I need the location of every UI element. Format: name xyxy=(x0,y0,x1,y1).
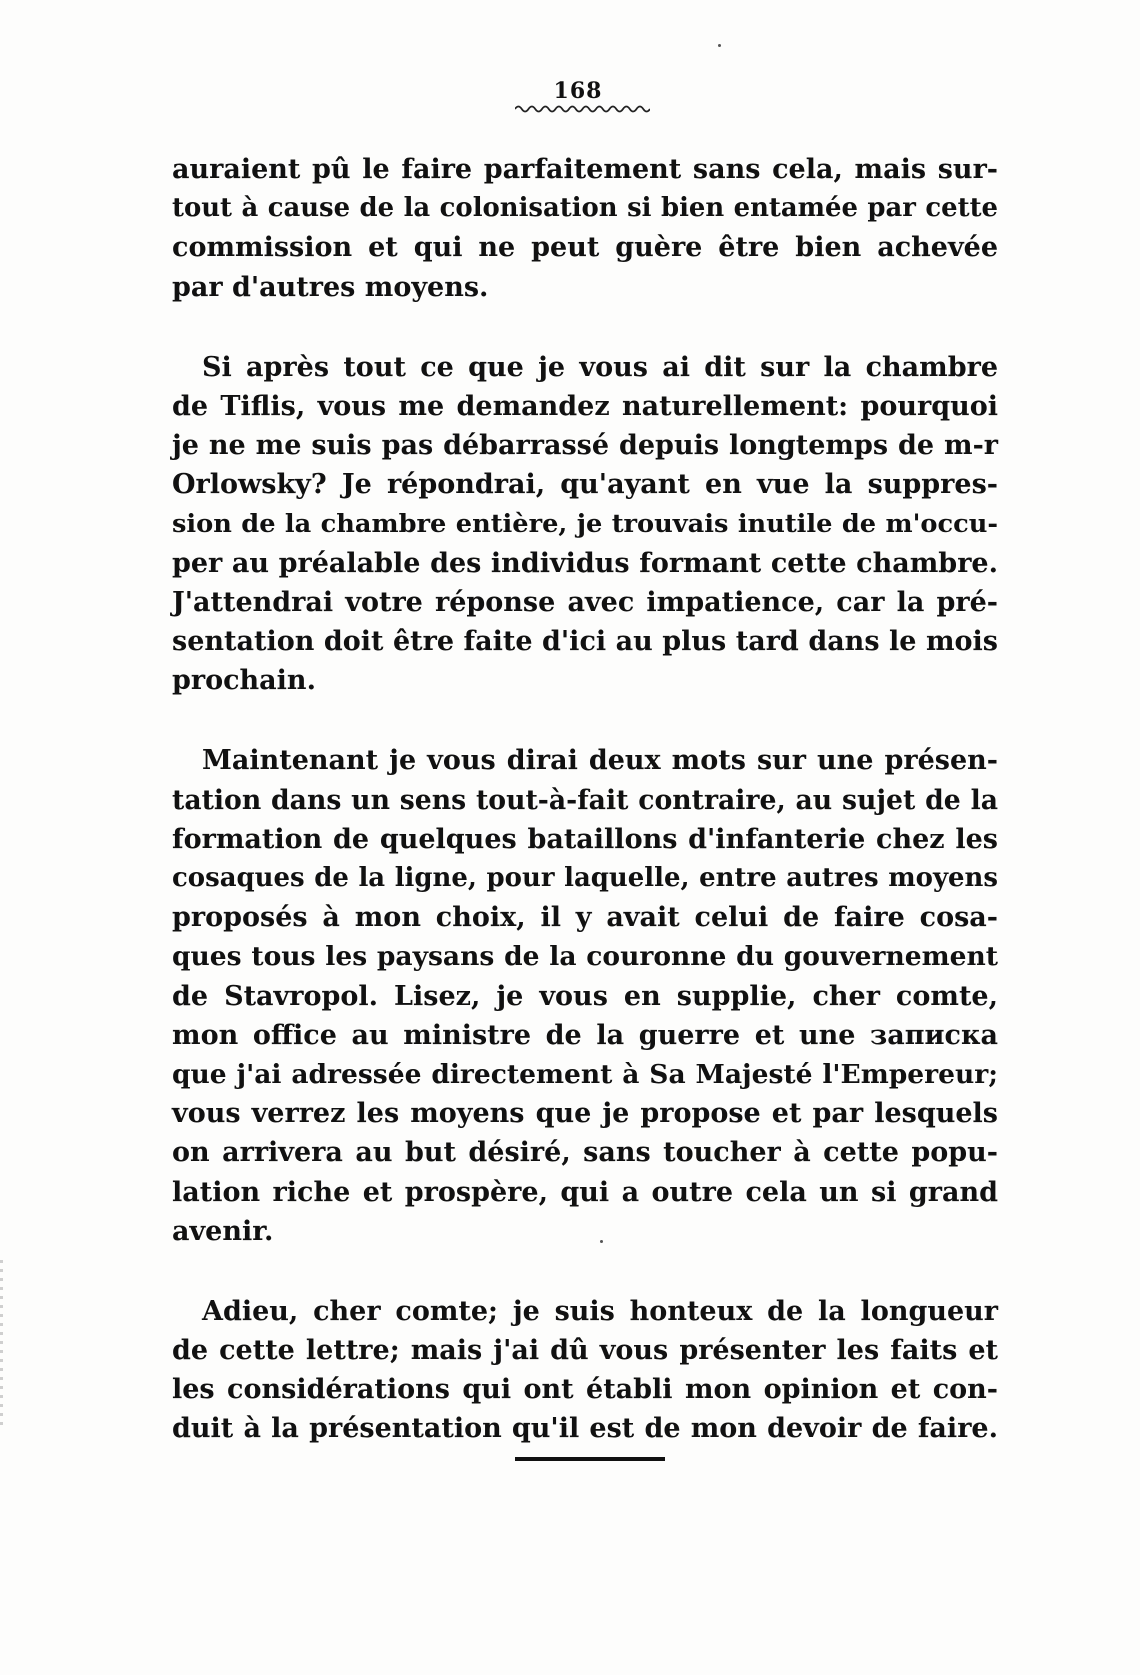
text-line: auraient pû le faire parfaitement sans cela, mais sur- xyxy=(172,154,998,185)
text-line: mon office au ministre de la guerre et une записка xyxy=(172,1019,998,1051)
text-line: on arrivera au but désiré, sans toucher à cette popu- xyxy=(172,1137,998,1169)
text-line: de Tiflis, vous me demandez naturellement: pourquoi xyxy=(172,390,998,422)
text-line: lation riche et prospère, qui a outre cela un si grand xyxy=(172,1176,998,1208)
text-line: Si après tout ce que je vous ai dit sur la chambre xyxy=(202,351,998,383)
page-number: 168 xyxy=(553,78,603,104)
text-line: proposés à mon choix, il y avait celui de faire cosa- xyxy=(172,902,998,934)
text-line: J'attendrai votre réponse avec impatience, car la pré- xyxy=(172,586,998,618)
text-line: cosaques de la ligne, pour laquelle, entre autres moyens xyxy=(172,863,998,893)
text-line: duit à la présentation qu'il est de mon devoir de faire. xyxy=(172,1413,998,1445)
wavy-rule-ornament xyxy=(515,104,650,114)
paragraph-4 xyxy=(172,1292,998,1449)
text-line: par d'autres moyens. xyxy=(172,271,489,303)
body-text xyxy=(172,150,998,1490)
text-line: avenir. xyxy=(172,1215,274,1247)
text-line: prochain. xyxy=(172,665,316,697)
text-line: Adieu, cher comte; je suis honteux de la longueur xyxy=(202,1295,998,1327)
text-line: les considérations qui ont établi mon opinion et con- xyxy=(172,1374,998,1406)
text-line: per au préalable des individus formant cette chambre. xyxy=(172,547,998,579)
text-line: sentation doit être faite d'ici au plus tard dans le mois xyxy=(172,626,998,658)
text-line: sion de la chambre entière, je trouvais inutile de m'occu- xyxy=(172,508,998,539)
closing-rule xyxy=(515,1457,665,1461)
paragraph-1 xyxy=(172,150,998,307)
text-line: que j'ai adressée directement à Sa Majesté l'Empereur; xyxy=(172,1058,998,1090)
text-line: Maintenant je vous dirai deux mots sur une présen- xyxy=(202,745,998,777)
text-line: tout à cause de la colonisation si bien entamée par cette xyxy=(172,193,998,224)
text-line: commission et qui ne peut guère être bien achevée xyxy=(172,232,998,264)
text-line: de cette lettre; mais j'ai dû vous présenter les faits et xyxy=(172,1335,998,1367)
text-line: vous verrez les moyens que je propose et par lesquels xyxy=(172,1098,998,1130)
text-line: formation de quelques bataillons d'infanterie chez les xyxy=(172,823,998,855)
text-line: de Stavropol. Lisez, je vous en supplie, cher comte, xyxy=(172,980,998,1012)
text-line: Orlowsky? Je répondrai, qu'ayant en vue la suppres- xyxy=(172,469,998,501)
paragraph-3 xyxy=(172,741,998,1250)
scan-edge-mark xyxy=(0,1260,3,1430)
paragraph-2 xyxy=(172,348,998,701)
text-line: tation dans un sens tout-à-fait contraire, au sujet de la xyxy=(172,784,998,816)
ink-speck xyxy=(718,44,721,47)
text-line: je ne me suis pas débarrassé depuis longtemps de m-r xyxy=(172,430,998,462)
page-header xyxy=(0,78,1140,104)
text-line: ques tous les paysans de la couronne du gouvernement xyxy=(172,941,998,973)
